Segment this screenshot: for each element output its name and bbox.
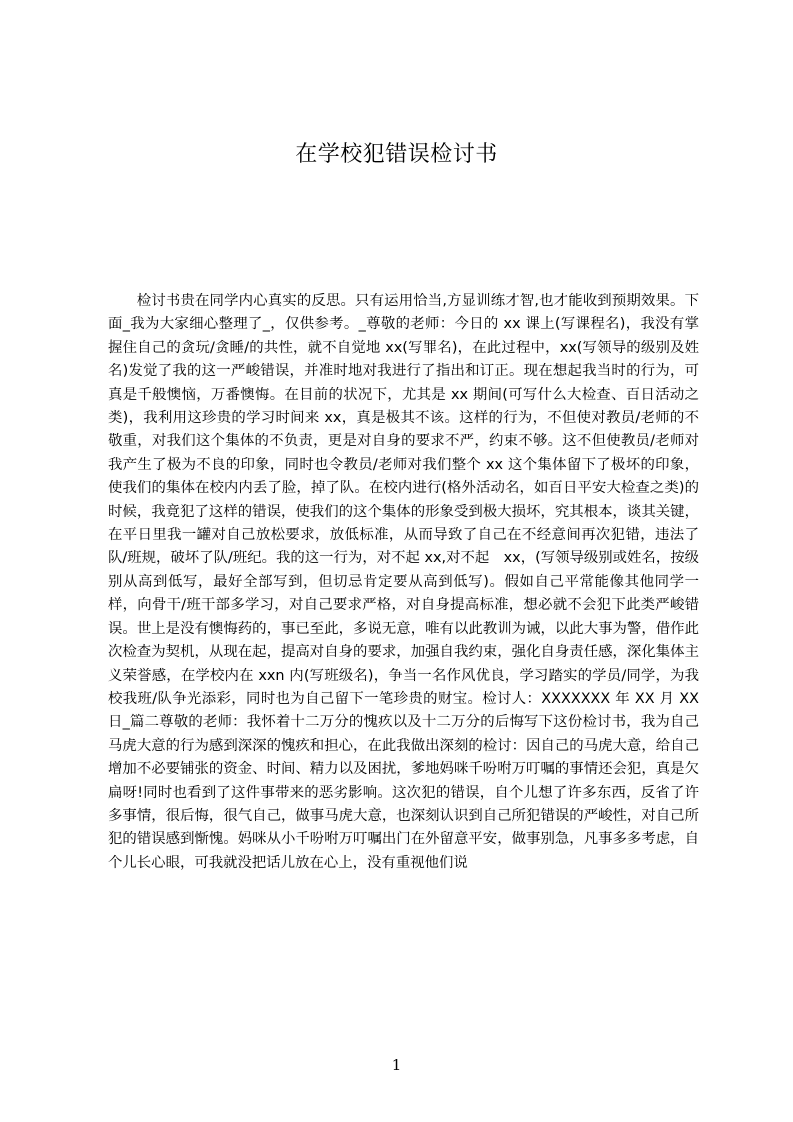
document-body: 检讨书贵在同学内心真实的反思。只有运用恰当,方显训练才智,也才能收到预期效果。下面_我为大家细心整理了_，仅供参考。_尊敬的老师：今日的 xx 课上(写课程名)，我没有掌握住自己的贪玩/贪睡/的共性，就不自觉地 xx(写罪名)，在此过程中，xx(写领导的级别及姓名)发觉了我的这一严峻错误，并准时地对我进行了指出和订正。现在想起我当时的行为，可真是千般懊恼，万番懊悔。在目前的状况下，尤其是 xx 期间(可写什么大检查、百日活动之类)，我利用这珍贵的学习时间来 xx，真是极其不该。这样的行为，不但使对教员/老师的不敬重，对我们这个集体的不负责，更是对自身的要求不严，约束不够。这不但使教员/老师对我产生了极为不良的印象，同时也令教员/老师对我们整个 xx 这个集体留下了极坏的印象，使我们的集体在校内内丢了脸，掉了队。在校内进行(格外活动名，如百日平安大检查之类)的时候，我竟犯了这样的错误，使我们的这个集体的形象受到极大损坏，究其根本，谈其关键，在平日里我一罐对自己放松要求，放低标准，从而导致了自己在不经意间再次犯错，违法了队/班规，破坏了队/班纪。我的这一行为，对不起 xx,对不起 xx，(写领导级别或姓名，按级别从高到低写，最好全部写到，但切忌肯定要从高到低写)。假如自己平常能像其他同学一样，向骨干/班干部多学习，对自己要求严格，对自身提高标准，想必就不会犯下此类严峻错误。世上是没有懊悔药的，事已至此，多说无意，唯有以此教训为诫，以此大事为警，借作此次检查为契机，从现在起，提高对自身的要求，加强自我约束，强化自身责任感，深化集体主义荣誉感，在学校内在 xxn 内(写班级名)，争当一名作风优良，学习踏实的学员/同学，为我校我班/队争光添彩，同时也为自己留下一笔珍贵的财宝。检讨人：XXXXXXX 年 XX 月 XX 日_篇二尊敬的老师：我怀着十二万分的愧疚以及十二万分的后悔写下这份检讨书，我为自己马虎大意的行为感到深深的愧疚和担心，在此我做出深刻的检讨：因自己的马虎大意，给自己增加不必要铺张的资金、时间、精力以及困扰，爹地妈咪千吩咐万叮嘱的事情还会犯，真是欠扁呀!同时也看到了这件事带来的恶劣影响。这次犯的错误，自个儿想了许多东西，反省了许多事情，很后悔，很气自己，做事马虎大意，也深刻认识到自己所犯错误的严峻性，对自己所犯的错误感到惭愧。妈咪从小千吩咐万叮嘱出门在外留意平安，做事别急，凡事多多考虑，自个儿长心眼，可我就没把话儿放在心上，没有重视他们说	[108, 293, 699, 871]
document-title: 在学校犯错误检讨书	[295, 142, 498, 167]
page-number: 1	[391, 1056, 402, 1074]
